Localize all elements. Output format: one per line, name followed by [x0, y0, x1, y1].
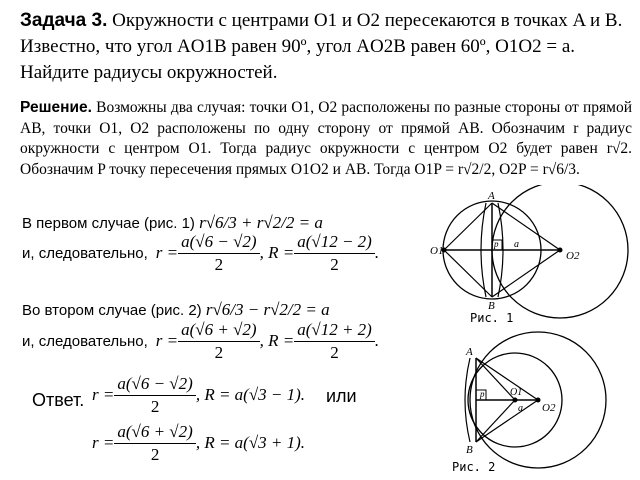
- fig2-label-a: A: [466, 346, 473, 358]
- fig1-label-a-dist: a: [514, 239, 519, 250]
- solution-text: Возможны два случая: точки O1, O2 расположены по разные стороны от прямой AB, точки O1, O2 расположены по одну сторону от прямой AB. Обозначим r радиус окружности с центром O1. Тогда радиус окружности с центром O2 будет равен r√2. Обозначим P точку пересечения прямых O1O2 и AB. Тогда O1P = r√2/2, O2P = r√6/3.: [20, 99, 632, 178]
- case1-result: и, следовательно, r = $\frac{a(√6 - √2)}{2}$ , R = $\frac{a(√12 - 2)}{2}$ .: [22, 231, 380, 274]
- fig1-caption: Рис. 1: [470, 311, 514, 325]
- fig1-label-a: A: [488, 190, 495, 202]
- case1-conclusion: и, следовательно,: [22, 244, 148, 262]
- case1-R-fraction: [294, 231, 375, 276]
- case1-R-num: a(√12 − 2): [294, 231, 375, 254]
- solution-label: Решение.: [20, 99, 92, 116]
- answer-line2: r = $\frac{a(√6 + √2)}{2}$ , R = a(√3 + 1).: [92, 421, 306, 464]
- solution-paragraph: [20, 98, 632, 180]
- fig1-label-o1: O1: [430, 245, 444, 257]
- case2-equation: r√6/3 − r√2/2 = a: [205, 300, 330, 319]
- fig2-caption: Рис. 2: [452, 460, 496, 474]
- fig2-o2b: [476, 400, 538, 442]
- fig2-label-b: B: [466, 444, 473, 456]
- case2-intro: [22, 300, 330, 320]
- answer-r1-den: 2: [150, 396, 160, 416]
- case2-text: Во втором случае (рис. 2): [22, 302, 202, 319]
- case2-r-fraction: [178, 319, 259, 364]
- case1-equation: r√6/3 + r√2/2 = a: [199, 213, 323, 232]
- case2-R-den: 2: [330, 342, 339, 362]
- answer-r2-num: a(√6 + √2): [114, 421, 195, 444]
- fig2-label-o2: O2: [542, 402, 556, 414]
- fig2-label-p: p: [480, 389, 485, 399]
- answer-label: Ответ.: [32, 390, 85, 410]
- case2-conclusion: и, следовательно,: [22, 332, 148, 350]
- answer-R1: , R = a(√3 − 1).: [195, 385, 306, 404]
- problem-text: Окружности с центрами O1 и O2 пересекаются в точках A и B. Известно, что угол AO1B равен 90º, угол AO2B равен 60º, O1O2 = a. Найдите радиусы окружностей.: [20, 10, 623, 83]
- problem-statement: [20, 8, 632, 86]
- fig2-o1b: [476, 400, 515, 442]
- answer-r2-den: 2: [150, 444, 160, 464]
- case2-R-fraction: [294, 319, 375, 364]
- answer-line1: r = $\frac{a(√6 - √2)}{2}$ , R = a(√3 − 1).: [92, 373, 306, 416]
- fig2-point-o2: [536, 398, 541, 403]
- case2-result: и, следовательно, r = $\frac{a(√6 + √2)}{2}$ , R = $\frac{a(√12 + 2)}{2}$ .: [22, 319, 380, 362]
- case1-R-den: 2: [330, 254, 339, 274]
- fig2-o2a: [476, 358, 538, 400]
- case1-r-fraction: [178, 231, 259, 276]
- answer-r1-num: a(√6 − √2): [114, 373, 195, 396]
- answer-R2: , R = a(√3 + 1).: [195, 433, 306, 452]
- figure-2: [420, 325, 635, 478]
- case2-R-num: a(√12 + 2): [294, 319, 375, 342]
- fig1-label-b: B: [488, 300, 495, 312]
- fig1-label-o2: O2: [566, 250, 580, 262]
- case1-r-den: 2: [214, 254, 224, 274]
- problem-label: Задача 3.: [20, 10, 108, 31]
- fig2-label-a-dist: a: [518, 403, 523, 414]
- answer-r1-fraction: [114, 373, 195, 418]
- answer-r2-fraction: [114, 421, 195, 466]
- case2-r-num: a(√6 + √2): [178, 319, 259, 342]
- fig1-point-o2: [558, 248, 563, 253]
- case1-text: В первом случае (рис. 1): [22, 215, 195, 232]
- case1-r-num: a(√6 − √2): [178, 231, 259, 254]
- answer-or: или: [326, 386, 357, 406]
- fig2-point-o1: [513, 398, 518, 403]
- case2-r-den: 2: [214, 342, 224, 362]
- figure-1: [410, 185, 635, 325]
- fig2-label-o1: O1: [510, 387, 523, 398]
- fig1-label-p: p: [494, 239, 499, 249]
